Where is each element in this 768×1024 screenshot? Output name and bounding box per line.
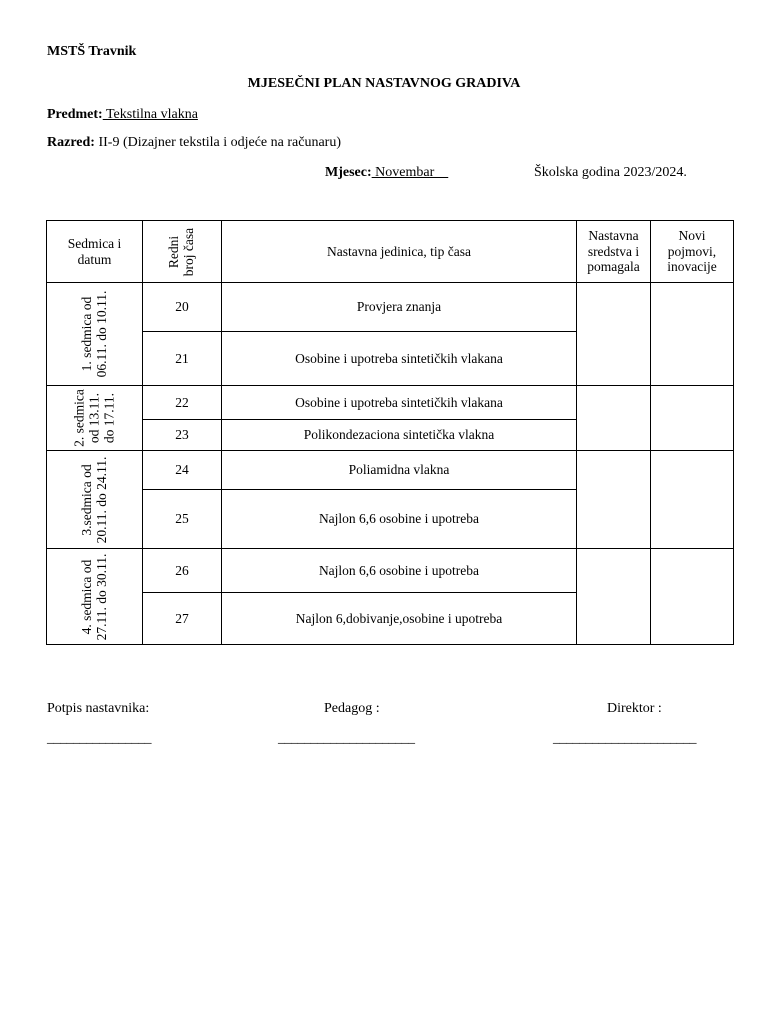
plan-table — [46, 220, 734, 645]
subject-label: Predmet: — [47, 107, 103, 122]
lesson-number: 21 — [143, 332, 222, 386]
new-terms-cell — [651, 549, 734, 645]
teacher-signature-line: ________________ — [47, 731, 151, 746]
new-terms-cell — [651, 451, 734, 549]
header-unit: Nastavna jedinica, tip časa — [222, 221, 577, 283]
lesson-unit: Osobine i upotreba sintetičkih vlakana — [222, 332, 577, 386]
lesson-number: 22 — [143, 386, 222, 420]
week-cell: 1. sedmica od 06.11. do 10.11. — [47, 283, 143, 386]
lesson-number: 24 — [143, 451, 222, 490]
means-cell — [577, 451, 651, 549]
header-new-terms: Novi pojmovi, inovacije — [651, 221, 734, 283]
teacher-signature-label: Potpis nastavnika: — [47, 701, 150, 716]
lesson-unit: Poliamidna vlakna — [222, 451, 577, 490]
subject-line — [47, 107, 198, 123]
week-cell: 4. sedmica od 27.11. do 30.11. — [47, 549, 143, 645]
header-week: Sedmica i datum — [47, 221, 143, 283]
table-row — [47, 451, 734, 490]
school-year: Školska godina 2023/2024. — [534, 165, 687, 180]
month-value: Novembar — [371, 165, 449, 180]
month-label: Mjesec: — [325, 165, 372, 180]
header-row — [47, 221, 734, 283]
pedagog-signature-label: Pedagog : — [324, 701, 380, 716]
class-line — [47, 135, 341, 151]
lesson-number: 25 — [143, 490, 222, 549]
director-signature-label: Direktor : — [607, 701, 662, 716]
document-title: MJESEČNI PLAN NASTAVNOG GRADIVA — [247, 76, 521, 91]
director-signature-line: ______________________ — [553, 731, 696, 746]
lesson-unit: Provjera znanja — [222, 283, 577, 332]
subject-value: Tekstilna vlakna — [102, 107, 198, 122]
lesson-unit: Najlon 6,6 osobine i upotreba — [222, 490, 577, 549]
pedagog-signature-line: _____________________ — [278, 731, 415, 746]
lesson-unit: Polikondezaciona sintetička vlakna — [222, 419, 577, 450]
table-row — [47, 549, 734, 593]
means-cell — [577, 283, 651, 386]
lesson-number: 26 — [143, 549, 222, 593]
new-terms-cell — [651, 386, 734, 451]
means-cell — [577, 386, 651, 451]
lesson-number: 20 — [143, 283, 222, 332]
new-terms-cell — [651, 283, 734, 386]
table-row — [47, 386, 734, 420]
header-number: Redni broj časa — [143, 221, 222, 283]
means-cell — [577, 549, 651, 645]
lesson-unit: Najlon 6,dobivanje,osobine i upotreba — [222, 593, 577, 645]
lesson-unit: Osobine i upotreba sintetičkih vlakana — [222, 386, 577, 420]
lesson-number: 27 — [143, 593, 222, 645]
week-cell: 2. sedmica od 13.11. do 17.11. — [47, 386, 143, 451]
header-means: Nastavna sredstva i pomagala — [577, 221, 651, 283]
month-line — [325, 165, 448, 181]
table-row — [47, 283, 734, 332]
class-label: Razred: — [47, 135, 95, 150]
school-name: MSTŠ Travnik — [47, 44, 137, 59]
week-cell: 3.sedmica od 20.11. do 24.11. — [47, 451, 143, 549]
lesson-number: 23 — [143, 419, 222, 450]
class-value: II-9 (Dizajner tekstila i odjeće na računaru) — [94, 135, 341, 150]
lesson-unit: Najlon 6,6 osobine i upotreba — [222, 549, 577, 593]
